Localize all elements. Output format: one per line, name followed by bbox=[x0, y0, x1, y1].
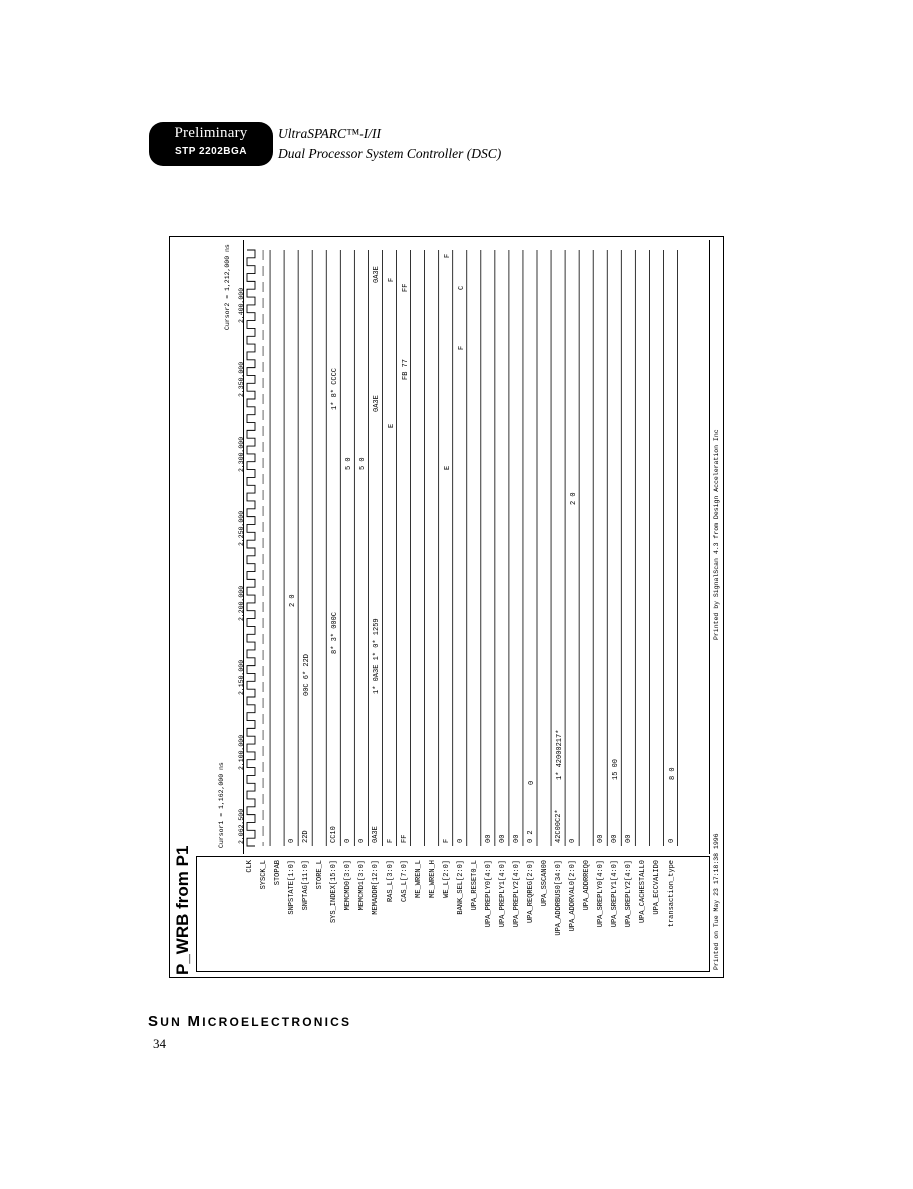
signal-initial-value: FF bbox=[400, 834, 409, 843]
clock-waveform bbox=[247, 250, 255, 846]
signal-name: transaction_type bbox=[667, 860, 676, 928]
time-tick-label: 2,150,000 bbox=[238, 659, 245, 695]
signal-name: STOPAB bbox=[274, 860, 283, 886]
signal-name: CLK bbox=[246, 860, 254, 873]
time-tick-label: 2,250,000 bbox=[238, 510, 245, 546]
signal-name: SYS_INDEX[15:0] bbox=[330, 860, 339, 924]
signal-initial-value: 00 bbox=[625, 834, 634, 843]
signal-name: STORE_L bbox=[316, 860, 325, 890]
bus-value-label: C bbox=[457, 285, 466, 290]
figure-footer-printed-by: Printed by SignalScan 4.3 from Design Acceleration Inc bbox=[713, 429, 720, 640]
signal-name: UPA_PREPLY0[4:0] bbox=[484, 860, 493, 928]
signal-name: UPA_ADDRREQ0 bbox=[583, 860, 592, 911]
signal-name: UPA_CACHESTALL0 bbox=[639, 860, 648, 924]
bus-value-label: 8* 3* 000C bbox=[331, 611, 340, 654]
bus-value-label: F bbox=[443, 253, 452, 258]
cursor1-label: Cursor1 = 1,162,000 ns bbox=[218, 762, 225, 848]
bus-value-label: F bbox=[387, 277, 396, 282]
time-tick-label: 2,300,000 bbox=[238, 436, 245, 472]
signal-name: WE_L[2:0] bbox=[442, 860, 451, 898]
signal-name: ME_WREN_H bbox=[428, 860, 437, 898]
signal-name: UPA_ADDRVAL0[2:0] bbox=[569, 860, 578, 932]
signal-name: UPA_PREPLY1[4:0] bbox=[498, 860, 507, 928]
signal-name: SYSCK_L bbox=[260, 860, 269, 890]
signal-name: UPA_REQREG[2:0] bbox=[527, 860, 535, 924]
bus-value-label: 1* 8* CCCC bbox=[331, 367, 340, 410]
signal-name: RAS_L[3:0] bbox=[386, 860, 395, 903]
signal-name: UPA_SREPLY2[4:0] bbox=[625, 860, 634, 928]
bus-value-label: 2 0 bbox=[570, 492, 579, 505]
signal-initial-value: 0 bbox=[358, 838, 367, 843]
page-number: 34 bbox=[153, 1036, 166, 1051]
bus-value-label: 0A3E bbox=[373, 395, 382, 412]
signal-name: SNPTAG[11:0] bbox=[302, 860, 311, 911]
bus-value-label: 5 0 bbox=[359, 457, 368, 470]
cursor2-label: Cursor2 = 1,212,000 ns bbox=[224, 244, 231, 330]
signal-name: UPA_SREPLY0[4:0] bbox=[597, 860, 606, 928]
signal-initial-value: 00 bbox=[611, 834, 620, 843]
signal-name: BANK_SEL[2:0] bbox=[456, 860, 465, 915]
figure-footer-printed-on: Printed on Tue May 23 17:18:38 1996 bbox=[713, 833, 720, 970]
signal-name: ME_WREN_L bbox=[414, 860, 423, 898]
signal-name: UPA_SREPLY1[4:0] bbox=[611, 860, 620, 928]
signal-initial-value: 0 bbox=[344, 838, 353, 843]
bus-value-label: 2 0 bbox=[289, 594, 298, 607]
company-name: SUN MICROELECTRONICS bbox=[148, 1013, 352, 1030]
signal-initial-value: 00 bbox=[484, 834, 493, 843]
bus-value-label: E bbox=[387, 423, 396, 428]
time-tick-label: 2,062,500 bbox=[238, 808, 245, 844]
signal-name: UPA_PREPLY2[4:0] bbox=[512, 860, 521, 928]
signal-initial-value: F bbox=[386, 838, 395, 843]
signal-initial-value: F bbox=[442, 838, 451, 843]
signal-name: UPA_RESET0_L bbox=[470, 860, 479, 911]
bus-value-label: FF bbox=[401, 283, 410, 292]
time-tick-label: 2,200,000 bbox=[238, 585, 245, 621]
time-tick-label: 2,100,000 bbox=[238, 734, 245, 770]
signal-name: MEMCMD0[3:0] bbox=[344, 860, 353, 911]
signal-name: MEMCMD1[3:0] bbox=[358, 860, 367, 911]
badge-status: Preliminary bbox=[174, 125, 248, 141]
bus-value-label: 8 0 bbox=[668, 767, 677, 780]
signal-initial-value: 22D bbox=[302, 830, 311, 843]
signal-initial-value: 00 bbox=[597, 834, 606, 843]
bus-value-label: 5 0 bbox=[345, 457, 354, 470]
bus-value-label: 15 00 bbox=[612, 758, 621, 780]
signal-initial-value: 0A3E bbox=[372, 826, 381, 843]
signal-name: CAS_L[7:0] bbox=[400, 860, 409, 903]
time-tick-label: 2,350,000 bbox=[238, 361, 245, 397]
signal-initial-value: 00 bbox=[498, 834, 507, 843]
signal-initial-value: 00 bbox=[512, 834, 521, 843]
signal-name: UPA_ECCVALID0 bbox=[653, 860, 662, 915]
bus-value-label: F bbox=[457, 345, 466, 350]
time-tick-label: 2,400,000 bbox=[238, 287, 245, 323]
bus-value-label: FB 77 bbox=[401, 358, 410, 380]
signal-name: MEMADDR[12:0] bbox=[372, 860, 381, 915]
signal-initial-value: 0 bbox=[288, 838, 297, 843]
figure-title: P_WRB from P1 bbox=[173, 845, 192, 975]
signal-name: UPA_SSCAN00 bbox=[541, 860, 550, 907]
bus-value-label: 00C 6* 22D bbox=[303, 653, 312, 696]
signal-initial-value: CC10 bbox=[330, 826, 339, 843]
bus-value-label: E bbox=[443, 465, 452, 470]
signal-initial-value: 0 bbox=[456, 838, 465, 843]
signal-initial-value: 0 2 bbox=[527, 830, 535, 843]
bus-value-label: 0 bbox=[528, 780, 536, 785]
document-title-line1: UltraSPARC™-I/II bbox=[278, 126, 381, 141]
signal-initial-value: 0 bbox=[569, 838, 578, 843]
signal-name: SNPSTATE[1:0] bbox=[288, 860, 297, 915]
signal-initial-value: 42C00C2* bbox=[555, 809, 564, 843]
badge-part-number: STP 2202BGA bbox=[174, 146, 247, 157]
signal-initial-value: 0 bbox=[667, 838, 676, 843]
bus-value-label: 1* 42000217* bbox=[556, 729, 565, 780]
signal-name: UPA_ADDRBUS0[34:0] bbox=[555, 860, 564, 936]
bus-value-label: 1* 0A3E 1* 0* 1259 bbox=[373, 618, 382, 694]
document-title-line2: Dual Processor System Controller (DSC) bbox=[278, 146, 502, 161]
bus-value-label: 0A3E bbox=[373, 266, 382, 283]
